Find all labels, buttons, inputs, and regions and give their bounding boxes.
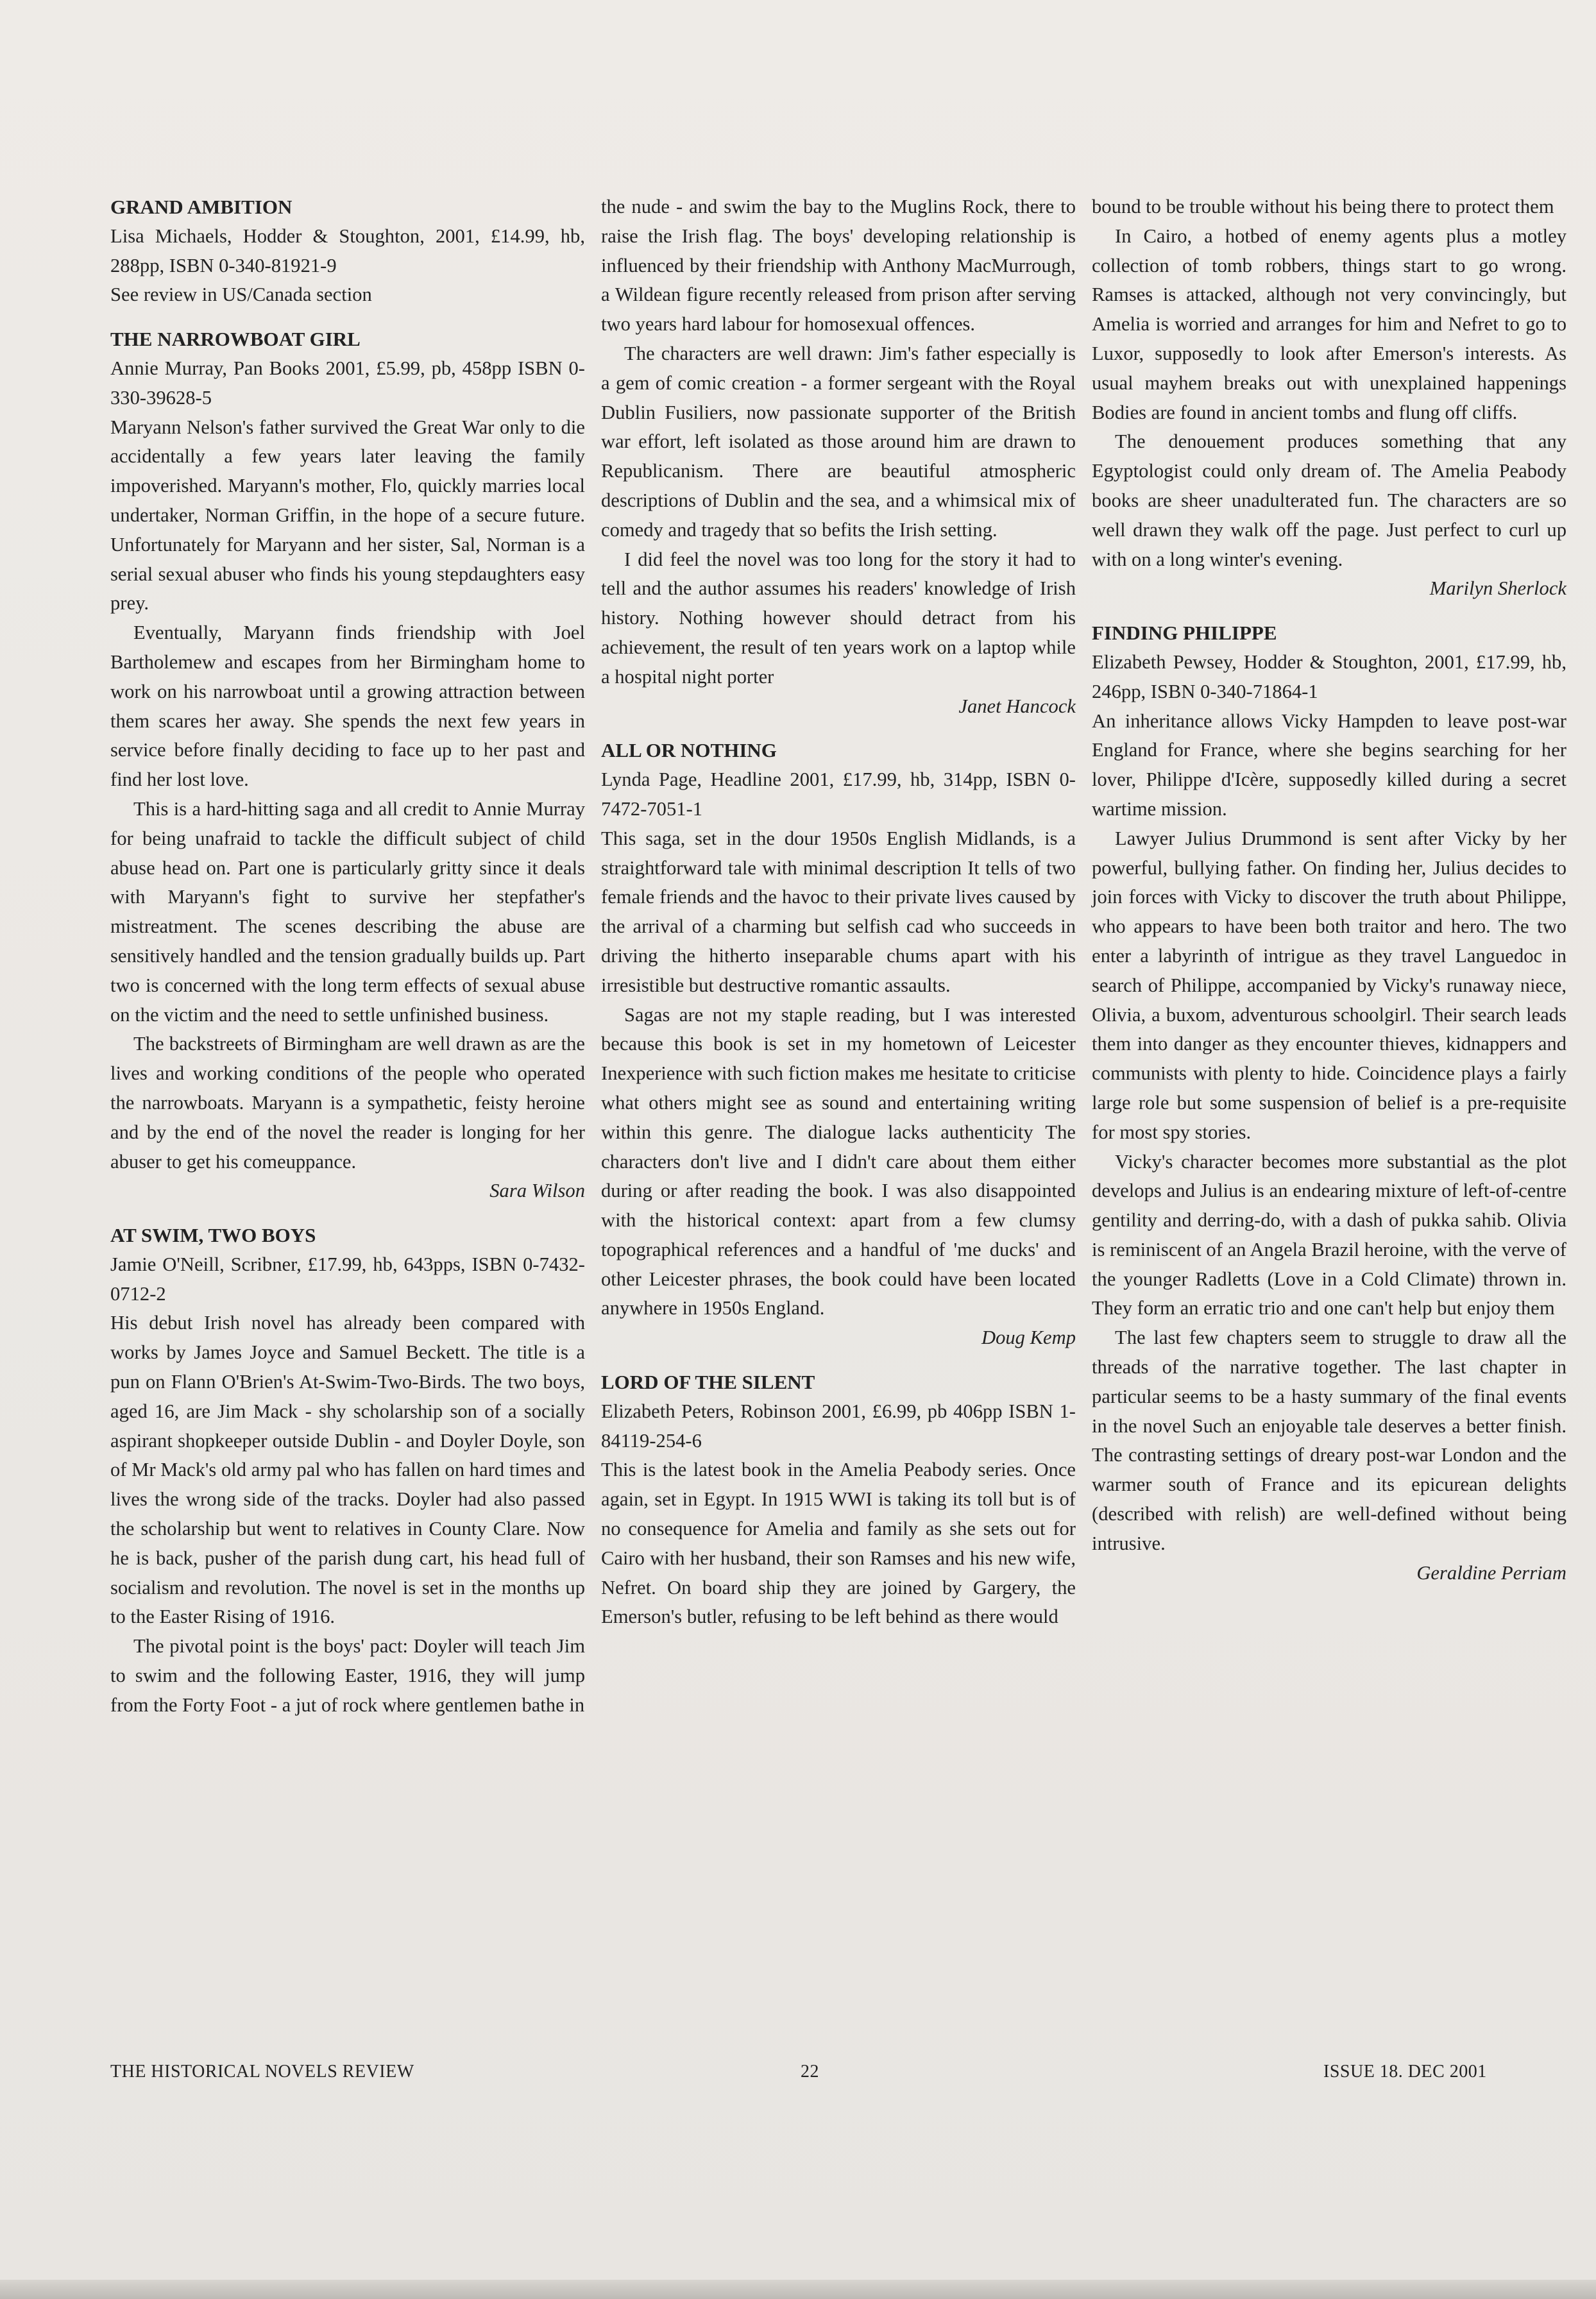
review-title: GRAND AMBITION [110,196,293,218]
review-paragraph: The last few chapters seem to struggle to draw all the threads of the narrative together. The last chapter in particular seems to be a hasty summary of the final events in the novel Such an enjoyable tale deserves a better finish. The contrasting settings of dreary post-war London and the warmer south of France and its epicurean delights (described with relish) are well-defined without being intrusive. [1092,1327,1566,1554]
reviewer-name: Marilyn Sherlock [1429,577,1566,600]
review-paragraph: His debut Irish novel has already been compared with works by James Joyce and Samuel Beckett. The title is a pun on Flann O'Brien's At-Swim-Two-Birds. The two boys, aged 16, are Jim Mack - shy scholarship son of a socially aspirant shopkeeper outside Dublin - and Doyler Doyle, son of Mr Mack's old army pal who has fallen on hard times and lives the wrong side of the tracks. Doyler had also passed the scholarship but went to relatives in County Clare. Now he is back, pusher of the parish dung cart, his head full of socialism and revolution. The novel is set in the months up to the Easter Rising of 1916. [110,1312,585,1628]
book-details: See review in US/Canada section [110,284,372,306]
book-details: Annie Murray, Pan Books 2001, £5.99, pb, 458pp ISBN 0-330-39628-5 [110,357,585,409]
footer-journal-title: THE HISTORICAL NOVELS REVIEW [110,2062,414,2082]
reviewer-name: Janet Hancock [958,695,1076,717]
column-right [1092,192,1566,1588]
review-paragraph: Lawyer Julius Drummond is sent after Vicky by her powerful, bullying father. On finding her, Julius decides to join forces with Vicky to discover the truth about Philippe, who appears to have been both traitor and hero. The two enter a labyrinth of intrigue as they travel Languedoc in search of Philippe, accompanied by Vicky's runaway niece, Olivia, a buxom, adventurous schoolgirl. Their search leads them into danger as they encounter thieves, kidnappers and communists with plenty to hide. Coincidence plays a fairly large role but some suspension of belief is a pre-requisite for most spy stories. [1092,827,1566,1143]
footer-page-number: 22 [801,2062,819,2082]
review-paragraph: Maryann Nelson's father survived the Great War only to die accidentally a few years later leaving the family impoverished. Maryann's mother, Flo, quickly marries local undertaker, Norman Griffin, in the hope of a secure future. Unfortunately for Maryann and her sister, Sal, Norman is a serial sexual abuser who finds his young stepdaughters easy prey. [110,416,585,615]
review-paragraph: the nude - and swim the bay to the Muglins Rock, there to raise the Irish flag. The boys' developing relationship is influenced by their friendship with Anthony MacMurrough, a Wildean figure recently released from prison after serving two years hard labour for homosexual offences. [601,196,1076,335]
reviewer-name: Geraldine Perriam [1416,1561,1566,1584]
review-paragraph: I did feel the novel was too long for the story it had to tell and the author assumes his readers' knowledge of Irish history. Nothing however should detract from his achievement, the result of ten years work on a laptop while a hospital night porter [601,548,1076,688]
review-paragraph: An inheritance allows Vicky Hampden to leave post-war England for France, where she begins searching for her lover, Philippe d'Icère, supposedly killed during a secret wartime mission. [1092,709,1566,820]
review-paragraph: The pivotal point is the boys' pact: Doyler will teach Jim to swim and the following Easter, 1916, they will jump from the Forty Foot - a jut of rock where gentlemen bathe in [110,1635,585,1716]
footer-issue: ISSUE 18. DEC 2001 [1323,2062,1487,2082]
book-details: Lynda Page, Headline 2001, £17.99, hb, 314pp, ISBN 0-7472-7051-1 [601,768,1076,820]
review-title: AT SWIM, TWO BOYS [110,1224,316,1247]
reviewer-name: Doug Kemp [981,1327,1076,1349]
review-title: FINDING PHILIPPE [1092,622,1277,645]
review-paragraph: Vicky's character becomes more substantial as the plot develops and Julius is an endearing mixture of left-of-centre gentility and derring-do, with a dash of pukka sahib. Olivia is reminiscent of an Angela Brazil heroine, with the verve of the younger Radletts (Love in a Cold Climate) thrown in. They form an erratic trio and one can't help but enjoy them [1092,1150,1566,1319]
book-details: Elizabeth Pewsey, Hodder & Stoughton, 2001, £17.99, hb, 246pp, ISBN 0-340-71864-1 [1092,650,1566,702]
review-title: ALL OR NOTHING [601,739,777,762]
review-paragraph: This is a hard-hitting saga and all credit to Annie Murray for being unafraid to tackle the difficult subject of child abuse head on. Part one is particularly gritty since it deals with Maryann's fight to survive her stepfather's mistreatment. The scenes describing the abuse are sensitively handled and the tension gradually builds up. Part two is concerned with the long term effects of sexual abuse on the victim and the need to settle unfinished business. [110,797,585,1026]
review-paragraph: Sagas are not my staple reading, but I was interested because this book is set in my hometown of Leicester Inexperience with such fiction makes me hesitate to criticise what others might see as sound and entertaining writing within this genre. The dialogue lacks authenticity The characters don't live and I didn't care about them either during or after reading the book. I was also disappointed with the historical context: apart from a few clumsy topographical references and a handful of 'me ducks' and other Leicester phrases, the book could have been located anywhere in 1950s England. [601,1003,1076,1319]
review-paragraph: This saga, set in the dour 1950s English Midlands, is a straightforward tale with minimal description It tells of two female friends and the havoc to their private lives caused by the arrival of a charming but selfish cad who succeeds in driving the hitherto inseparable chums apart with his irresistible but destructive romantic assaults. [601,827,1076,996]
review-paragraph: The backstreets of Birmingham are well drawn as are the lives and working conditions of the people who operated the narrowboats. Maryann is a sympathetic, feisty heroine and by the end of the novel the reader is longing for her abuser to get his comeuppance. [110,1033,585,1173]
review-paragraph: In Cairo, a hotbed of enemy agents plus a motley collection of tomb robbers, things start to go wrong. Ramses is attacked, although not very convincingly, but Amelia is worried and arranges for him and Nefret to go to Luxor, supposedly to look after Emerson's interests. As usual mayhem breaks out with unexplained happenings Bodies are found in ancient tombs and flung off cliffs. [1092,225,1566,423]
review-paragraph: Eventually, Maryann finds friendship with Joel Bartholemew and escapes from her Birmingham home to work on his narrowboat until a growing attraction between them scares her away. She spends the next few years in service before finally deciding to face up to her past and find her lost love. [110,622,585,791]
review-title: THE NARROWBOAT GIRL [110,328,361,351]
column-middle [601,192,1076,1632]
scan-edge [0,2280,1596,2299]
review-paragraph: This is the latest book in the Amelia Peabody series. Once again, set in Egypt. In 1915 WWI is taking its toll but is of no consequence for Amelia and family as she sets out for Cairo with her husband, their son Ramses and his new wife, Nefret. On board ship they are joined by Gargery, the Emerson's butler, refusing to be left behind as there would [601,1459,1076,1628]
review-title: LORD OF THE SILENT [601,1371,815,1394]
review-paragraph: bound to be trouble without his being there to protect them [1092,196,1554,217]
review-paragraph: The denouement produces something that any Egyptologist could only dream of. The Amelia Peabody books are sheer unadulterated fun. The characters are so well drawn they walk off the page. Just perfect to curl up with on a long winter's evening. [1092,430,1566,570]
review-paragraph: The characters are well drawn: Jim's father especially is a gem of comic creation - a former sergeant with the Royal Dublin Fusiliers, now passionate supporter of the British war effort, left isolated as those around him are drawn to Republicanism. There are beautiful atmospheric descriptions of Dublin and the sea, and a whimsical mix of comedy and tragedy that so befits the Irish setting. [601,342,1076,541]
reviewer-name: Sara Wilson [489,1180,585,1202]
book-details: Lisa Michaels, Hodder & Stoughton, 2001, £14.99, hb, 288pp, ISBN 0-340-81921-9 [110,225,585,276]
book-details: Jamie O'Neill, Scribner, £17.99, hb, 643pps, ISBN 0-7432-0712-2 [110,1253,585,1305]
column-left [110,192,585,1720]
book-details: Elizabeth Peters, Robinson 2001, £6.99, pb 406pp ISBN 1-84119-254-6 [601,1400,1076,1452]
